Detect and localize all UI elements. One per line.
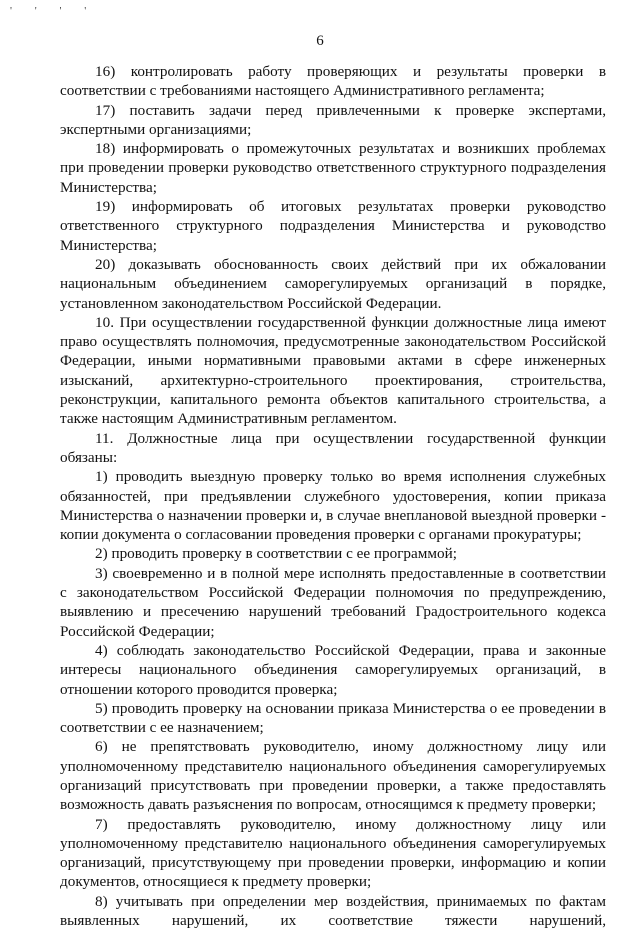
- page-number: 6: [316, 33, 324, 49]
- paragraph-item-19: 19) информировать об итоговых результатах проверки руководство ответственного структурного подразделения Министерства и руководство Министерства;: [60, 198, 606, 254]
- paragraph-section-10: 10. При осуществлении государственной функции должностные лица имеют право осуществлять полномочия, предусмотренные законодательством Российской Федерации, иными нормативными правовыми актами в сфере инженерных изысканий, архитектурно-строительного проектирования, строительства, реконструкции, капитального ремонта объектов капитального строительства, а также настоящим Административным регламентом.: [60, 313, 606, 428]
- paragraph-item-16: 16) контролировать работу проверяющих и результаты проверки в соответствии с требованиями настоящего Административного регламента;: [60, 63, 606, 100]
- paragraph-duty-4: 4) соблюдать законодательство Российской Федерации, права и законные интересы национального объединения саморегулируемых организаций, в отношении которого проводится проверка;: [60, 641, 606, 698]
- paragraph-duty-1: 1) проводить выездную проверку только во время исполнения служебных обязанностей, при предъявлении служебного удостоверения, копии приказа Министерства о назначении проверки и, в случае внеплановой выездной проверки - копии документа о согласовании проведения проверки с органами прокуратуры;: [60, 468, 606, 544]
- paragraph-duty-5: 5) проводить проверку на основании приказа Министерства о ее проведении в соответствии с ее назначением;: [60, 699, 606, 737]
- document-body: [60, 62, 606, 930]
- paragraph-section-11: 11. Должностные лица при осуществлении государственной функции обязаны:: [60, 429, 606, 466]
- paragraph-item-17: 17) поставить задачи перед привлеченными к проверке экспертами, экспертными организациями;: [60, 101, 606, 138]
- paragraph-duty-7: 7) предоставлять руководителю, иному должностному лицу или уполномоченному представителю национального объединения саморегулируемых организаций, присутствующему при проведении проверки, информацию и копии документов, относящиеся к предмету проверки;: [60, 815, 606, 891]
- paragraph-duty-8: 8) учитывать при определении мер воздействия, принимаемых по фактам выявленных нарушений, их соответствие тяжести нарушений,: [60, 892, 606, 930]
- paragraph-item-18: 18) информировать о промежуточных результатах и возникших проблемах при проведении проверки руководство ответственного структурного подразделения Министерства;: [60, 140, 606, 196]
- paragraph-duty-3: 3) своевременно и в полной мере исполнять предоставленные в соответствии с законодательством Российской Федерации полномочия по предупреждению, выявлению и пресечению нарушений требований Градостроительного кодекса Российской Федерации;: [60, 564, 606, 640]
- paragraph-duty-6: 6) не препятствовать руководителю, иному должностному лицу или уполномоченному представителю национального объединения саморегулируемых организаций присутствовать при проведении проверки, а также предоставлять возможность давать разъяснения по вопросам, относящимся к предмету проверки;: [60, 738, 606, 814]
- scan-corner-marks: ' ' ' ': [10, 5, 97, 17]
- paragraph-duty-2: 2) проводить проверку в соответствии с ее программой;: [95, 545, 457, 563]
- paragraph-item-20: 20) доказывать обоснованность своих действий при их обжаловании национальным объединением саморегулируемых организаций в порядке, установленном законодательством Российской Федерации.: [60, 255, 606, 312]
